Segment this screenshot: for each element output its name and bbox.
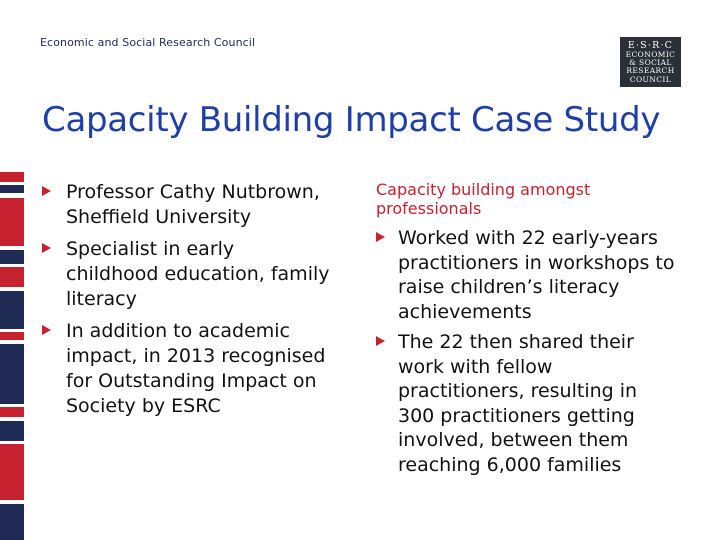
logo-line: COUNCIL [629,74,672,84]
stripe-segment [0,291,24,329]
list-item [42,180,332,230]
bullet-text: Specialist in early childhood education, family literacy [66,238,330,310]
esrc-logo [620,37,681,87]
list-item [42,319,332,419]
stripe-segment [0,250,24,264]
triangle-bullet-icon [376,336,385,346]
list-item [42,237,332,312]
logo-line: RESEARCH [626,66,675,76]
organization-name: Economic and Social Research Council [40,36,256,49]
stripe-segment [0,344,24,404]
decorative-color-stripe [0,172,24,540]
bullet-text: The 22 then shared their work with fellow practitioners, resulting in 300 practitioners getting involved, between them reaching 6,000 families [398,331,638,476]
bullet-text: In addition to academic impact, in 2013 recognised for Outstanding Impact on Society by ESRC [66,320,326,417]
logo-line-acronym: E·S·R·C [627,40,674,51]
stripe-segment [0,267,24,287]
triangle-bullet-icon [42,325,51,335]
triangle-bullet-icon [42,186,51,196]
bullet-text: Professor Cathy Nutbrown, Sheffield University [66,181,320,228]
triangle-bullet-icon [376,232,385,242]
right-bullet-list [376,226,676,477]
bullet-text: Worked with 22 early-years practitioners in workshops to raise children’s literacy achievements [398,227,675,323]
list-item [376,330,676,477]
logo-line: ECONOMIC [625,50,676,59]
left-bullet-list [42,180,332,419]
stripe-segment [0,185,24,193]
left-column [42,180,332,426]
stripe-segment [0,172,24,182]
triangle-bullet-icon [42,243,51,253]
stripe-segment [0,421,24,441]
stripe-segment [0,444,24,500]
logo-line: & SOCIAL [629,58,672,68]
list-item [376,226,676,324]
stripe-segment [0,332,24,340]
stripe-segment [0,407,24,417]
stripe-segment [0,504,24,540]
slide-title: Capacity Building Impact Case Study [42,100,661,140]
stripe-segment [0,198,24,246]
right-column [376,180,676,483]
right-subheading: Capacity building amongst professionals [376,180,591,218]
